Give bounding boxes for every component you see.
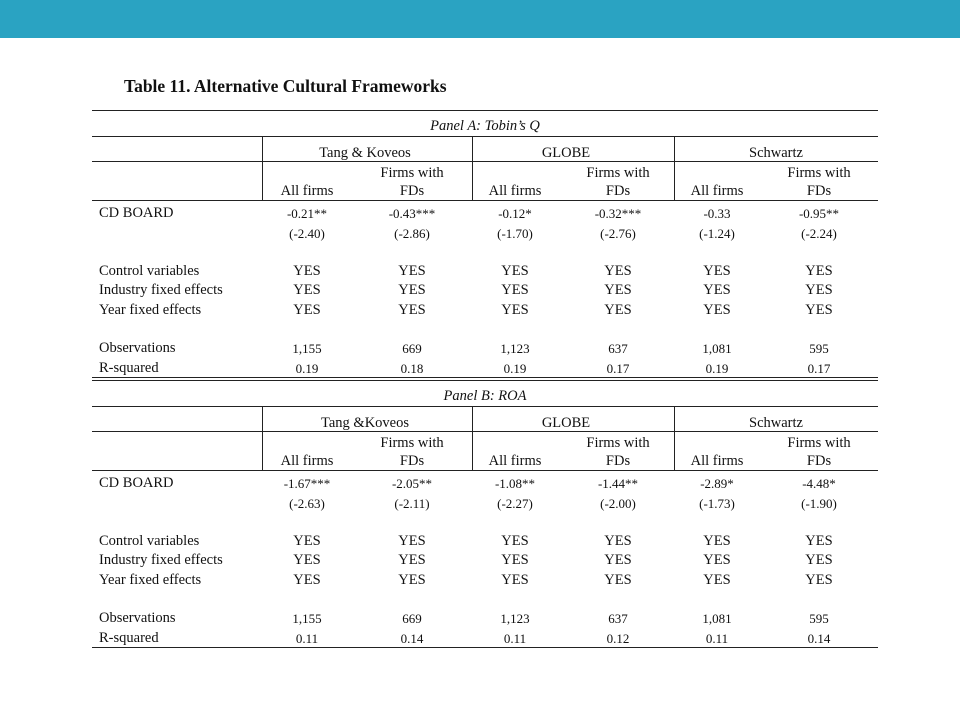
table-cell: -1.67***: [283, 476, 331, 491]
table-cell: -2.05**: [391, 476, 433, 491]
panel-title-rule: [92, 406, 878, 407]
table-cell: 637: [608, 611, 628, 626]
table-cell: YES: [805, 552, 833, 568]
panel-title: Panel A: Tobin’s Q: [430, 118, 540, 134]
table-cell: 1,155: [292, 341, 322, 356]
column-header-all-firms: All firms: [690, 183, 744, 199]
table-cell: YES: [703, 263, 731, 279]
table-cell: (-1.90): [801, 496, 837, 511]
table-cell: YES: [501, 552, 529, 568]
table-cell: 0.11: [295, 631, 319, 646]
table-cell: YES: [398, 263, 426, 279]
table-cell: YES: [398, 572, 426, 588]
table-cell: (-2.00): [600, 496, 636, 511]
table-cell: 0.18: [400, 361, 424, 376]
header-divider: [674, 136, 675, 200]
table-cell: -0.43***: [388, 206, 436, 221]
table-cell: 669: [402, 341, 422, 356]
table-cell: (-2.24): [801, 226, 837, 241]
table-cell: YES: [604, 282, 632, 298]
table-cell: YES: [293, 263, 321, 279]
row-label-rsquared: R-squared: [99, 630, 159, 646]
table-cell: YES: [703, 282, 731, 298]
table-cell: YES: [703, 533, 731, 549]
top-rule: [92, 110, 878, 111]
table-cell: 0.12: [606, 631, 630, 646]
table-cell: YES: [293, 572, 321, 588]
row-label-rsquared: R-squared: [99, 360, 159, 376]
table-cell: YES: [805, 572, 833, 588]
table-cell: 1,123: [500, 341, 530, 356]
bottom-rule: [92, 377, 878, 378]
column-header-all-firms: All firms: [488, 183, 542, 199]
table-cell: 0.11: [503, 631, 527, 646]
table-cell: YES: [604, 552, 632, 568]
table-cell: (-1.70): [497, 226, 533, 241]
table-cell: -2.89*: [700, 476, 734, 491]
column-header-firms-with-fds: Firms with: [380, 435, 444, 451]
bottom-rule: [92, 647, 878, 648]
table-cell: YES: [604, 572, 632, 588]
table-cell: -0.21**: [286, 206, 328, 221]
table-cell: 669: [402, 611, 422, 626]
column-header-firms-with-fds: FDs: [605, 183, 631, 199]
table-cell: (-2.76): [600, 226, 636, 241]
table-cell: -1.44**: [597, 476, 639, 491]
table-cell: (-1.73): [699, 496, 735, 511]
table-cell: 1,155: [292, 611, 322, 626]
header-divider: [262, 406, 263, 470]
column-header-firms-with-fds: Firms with: [586, 165, 650, 181]
row-label-control: Control variables: [99, 263, 200, 279]
table-cell: YES: [293, 282, 321, 298]
table-cell: 637: [608, 341, 628, 356]
table-cell: YES: [293, 302, 321, 318]
table-cell: YES: [398, 533, 426, 549]
panel-title-rule: [92, 136, 878, 137]
table-cell: YES: [604, 263, 632, 279]
column-header-firms-with-fds: Firms with: [586, 435, 650, 451]
row-label-cd-board: CD BOARD: [99, 475, 174, 491]
table-cell: (-2.86): [394, 226, 430, 241]
table-cell: 0.14: [807, 631, 831, 646]
column-header-rule: [92, 200, 878, 201]
table-cell: (-2.63): [289, 496, 325, 511]
table-cell: -4.48*: [802, 476, 836, 491]
row-label-industry: Industry fixed effects: [99, 552, 223, 568]
framework-header: Schwartz: [749, 415, 803, 431]
row-label-observations: Observations: [99, 610, 176, 626]
table-cell: 0.19: [295, 361, 319, 376]
table-cell: 595: [809, 611, 829, 626]
table-cell: -0.33: [703, 206, 731, 221]
table-cell: YES: [501, 263, 529, 279]
table-cell: YES: [398, 552, 426, 568]
column-header-all-firms: All firms: [280, 453, 334, 469]
column-header-all-firms: All firms: [690, 453, 744, 469]
table-cell: YES: [805, 282, 833, 298]
table-cell: 0.11: [705, 631, 729, 646]
top-accent-bar: [0, 0, 960, 38]
table-cell: 1,081: [702, 611, 732, 626]
table-cell: -0.32***: [594, 206, 642, 221]
table-cell: YES: [703, 572, 731, 588]
row-label-year: Year fixed effects: [99, 302, 202, 318]
table-cell: YES: [398, 302, 426, 318]
table-title: Table 11. Alternative Cultural Frameworks: [124, 76, 447, 96]
column-header-firms-with-fds: FDs: [399, 183, 425, 199]
table-cell: -1.08**: [494, 476, 536, 491]
framework-header: GLOBE: [541, 145, 591, 161]
table-cell: 0.19: [503, 361, 527, 376]
column-header-rule: [92, 470, 878, 471]
framework-header: Tang &Koveos: [321, 415, 409, 431]
table-cell: 595: [809, 341, 829, 356]
column-header-firms-with-fds: FDs: [399, 453, 425, 469]
table-cell: (-2.40): [289, 226, 325, 241]
top-rule: [92, 380, 878, 381]
header-divider: [262, 136, 263, 200]
table-cell: YES: [604, 533, 632, 549]
column-header-firms-with-fds: FDs: [806, 453, 832, 469]
table-cell: 0.17: [606, 361, 630, 376]
table-cell: (-2.11): [394, 496, 430, 511]
table-cell: YES: [293, 533, 321, 549]
header-divider: [472, 406, 473, 470]
table-cell: 0.19: [705, 361, 729, 376]
header-divider: [472, 136, 473, 200]
table-cell: YES: [501, 533, 529, 549]
table-cell: 0.17: [807, 361, 831, 376]
table-cell: YES: [398, 282, 426, 298]
table-cell: YES: [703, 552, 731, 568]
row-label-observations: Observations: [99, 340, 176, 356]
table-cell: YES: [805, 302, 833, 318]
table-cell: YES: [501, 302, 529, 318]
table-cell: YES: [501, 282, 529, 298]
framework-header: Schwartz: [749, 145, 803, 161]
table-cell: 1,123: [500, 611, 530, 626]
column-header-firms-with-fds: FDs: [806, 183, 832, 199]
column-header-firms-with-fds: Firms with: [380, 165, 444, 181]
table-cell: YES: [805, 533, 833, 549]
table-cell: YES: [501, 572, 529, 588]
table-cell: -0.95**: [798, 206, 840, 221]
table-cell: 0.14: [400, 631, 424, 646]
column-header-firms-with-fds: Firms with: [787, 435, 851, 451]
table-cell: YES: [703, 302, 731, 318]
column-header-firms-with-fds: FDs: [605, 453, 631, 469]
table-cell: (-1.24): [699, 226, 735, 241]
row-label-industry: Industry fixed effects: [99, 282, 223, 298]
row-label-control: Control variables: [99, 533, 200, 549]
column-header-all-firms: All firms: [280, 183, 334, 199]
table-cell: (-2.27): [497, 496, 533, 511]
panel-title: Panel B: ROA: [443, 388, 527, 404]
table-cell: -0.12*: [498, 206, 532, 221]
table-cell: 1,081: [702, 341, 732, 356]
header-divider: [674, 406, 675, 470]
framework-header: Tang & Koveos: [319, 145, 411, 161]
table-cell: YES: [805, 263, 833, 279]
column-header-all-firms: All firms: [488, 453, 542, 469]
framework-header: GLOBE: [541, 415, 591, 431]
row-label-cd-board: CD BOARD: [99, 205, 174, 221]
table-cell: YES: [604, 302, 632, 318]
column-header-firms-with-fds: Firms with: [787, 165, 851, 181]
row-label-year: Year fixed effects: [99, 572, 202, 588]
table-cell: YES: [293, 552, 321, 568]
